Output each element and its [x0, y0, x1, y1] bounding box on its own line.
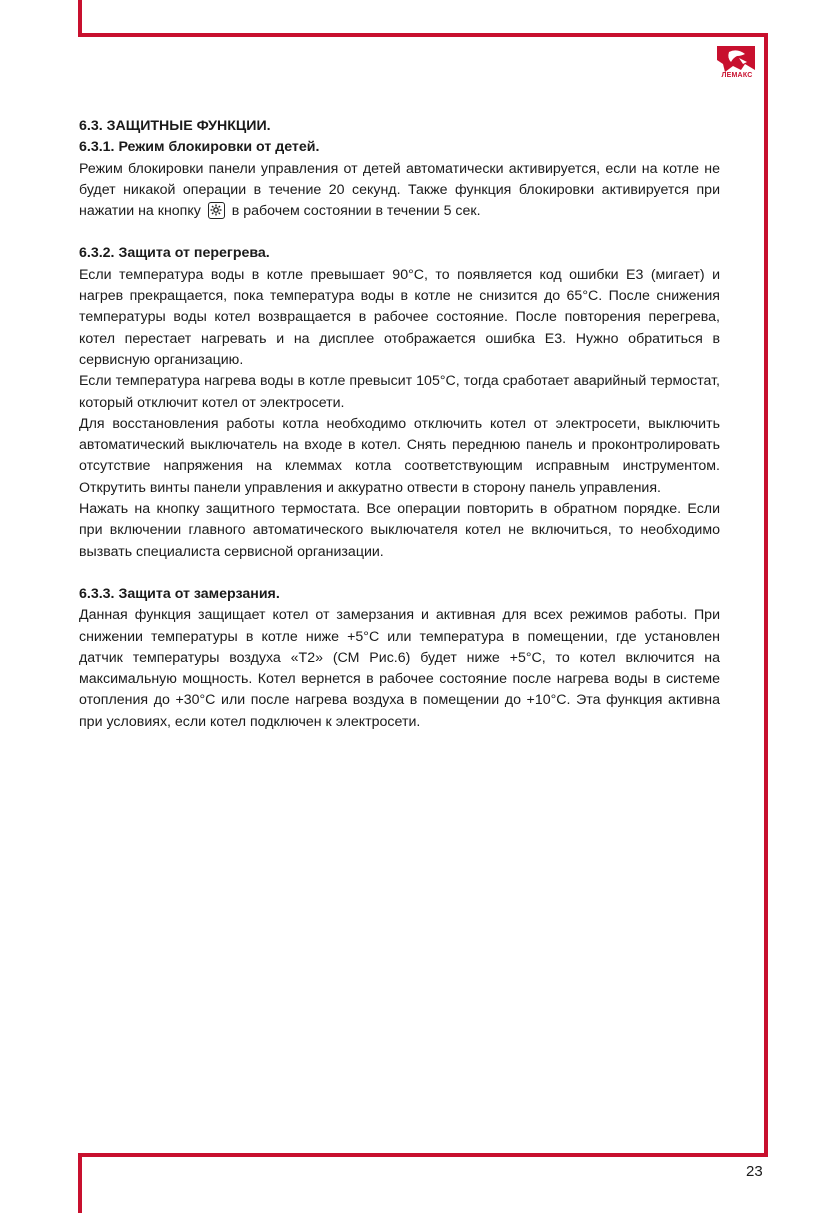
page-frame-right	[764, 33, 768, 1157]
paragraph-overheat-3: Для восстановления работы котла необходимо отключить котел от электросети, выключить автоматический выключатель на входе в котел. Снять переднюю панель и проконтролировать отсутствие напряжения на клеммах котла соответствующим исправным инструментом. Открутить винты панели управления и аккуратно отвести в сторону панель управления.	[79, 415, 720, 496]
paragraph-overheat-2: Если температура нагрева воды в котле превысит 105°С, тогда сработает аварийный термостат, который отключит котел от электросети.	[79, 373, 720, 411]
page-frame-bottom-vertical	[78, 1153, 82, 1213]
logo-text: ЛЕМАКС	[721, 72, 753, 79]
paragraph-freeze: Данная функция защищает котел от замерзания и активная для всех режимов работы. При снижении температуры в котле ниже +5°С или температура в помещении, где установлен датчик температуры воздуха «Т2» (СМ Рис.6) будет ниже +5°С, то котел включится на максимальную мощность. Котел вернется в рабочее состояние после нагрева воды в системе отопления до +30°С или после нагрева воздуха в помещении до +10°С. Эта функция активна при условиях, если котел подключен к электросети.	[79, 607, 720, 730]
page-number: 23	[746, 1163, 763, 1180]
page-frame-top-vertical	[78, 0, 82, 37]
subsection-title-overheat: 6.3.2. Защита от перегрева.	[79, 245, 270, 262]
paragraph-overheat-4: Нажать на кнопку защитного термостата. Все операции повторить в обратном порядке. Если при включении главного автоматического выключателя котел не включиться, то необходимо вызвать специалиста сервисной организации.	[79, 501, 720, 560]
subsection-title-freeze: 6.3.3. Защита от замерзания.	[79, 585, 280, 602]
page-frame-bottom	[78, 1153, 768, 1157]
paragraph-child-lock: Режим блокировки панели управления от детей автоматически активируется, если на котле не будет никакой операции в течение 20 секунд. Также функция блокировки активируется при нажатии на кнопку в рабочем состоянии в течении 5 сек.	[79, 160, 720, 220]
page-frame-top	[78, 33, 768, 37]
paragraph-overheat-1: Если температура воды в котле превышает 90°С, то появляется код ошибки Е3 (мигает) и нагрев прекращается, пока температура воды в котле не снизится до 65°С. После снижения температуры воды котел возвращается в рабочее состояние. После повторения перегрева, котел перестает нагревать и на дисплее отображается ошибка Е3. Нужно обратиться в сервисную организацию.	[79, 266, 720, 368]
settings-button-icon	[208, 202, 225, 219]
document-body	[79, 116, 720, 733]
section-title: 6.3. ЗАЩИТНЫЕ ФУНКЦИИ.	[79, 118, 271, 134]
subsection-title-child-lock: 6.3.1. Режим блокировки от детей.	[79, 139, 320, 156]
